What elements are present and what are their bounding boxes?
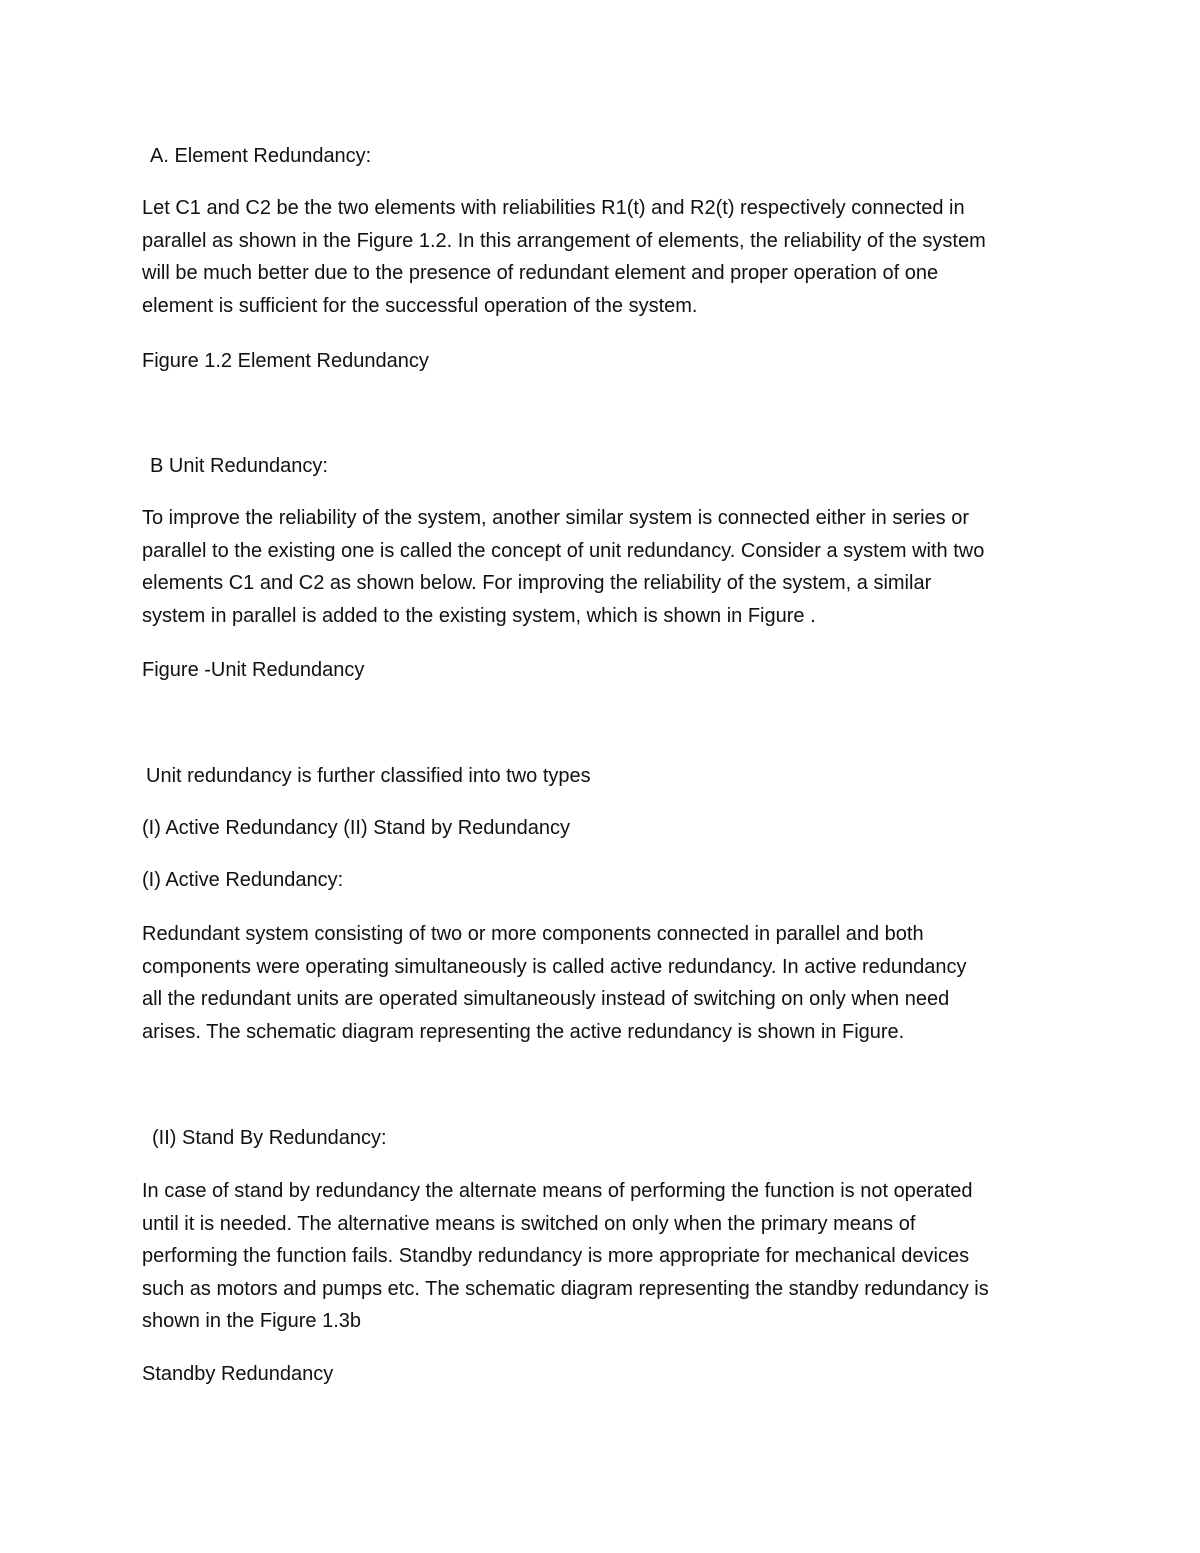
unit-types-intro: Unit redundancy is further classified into two types [146, 765, 591, 787]
paragraph-line: performing the function fails. Standby redundancy is more appropriate for mechanical devices [142, 1245, 970, 1268]
caption-figure-1-2: Figure 1.2 Element Redundancy [142, 350, 429, 372]
heading-unit-redundancy: B Unit Redundancy: [150, 455, 328, 477]
paragraph-unit-redundancy [142, 502, 1077, 632]
paragraph-line: element is sufficient for the successful operation of the system. [142, 294, 698, 317]
paragraph-line: system in parallel is added to the existing system, which is shown in Figure . [142, 604, 816, 627]
paragraph-line: shown in the Figure 1.3b [142, 1310, 362, 1333]
paragraph-line: such as motors and pumps etc. The schematic diagram representing the standby redundancy is [142, 1277, 989, 1300]
heading-active-redundancy: (I) Active Redundancy: [142, 869, 344, 891]
heading-standby-redundancy: (II) Stand By Redundancy: [152, 1127, 387, 1149]
paragraph-line: all the redundant units are operated simultaneously instead of switching on only when need [142, 988, 950, 1011]
paragraph-active-redundancy [142, 918, 1077, 1048]
paragraph-element-redundancy [142, 192, 1077, 322]
paragraph-line: will be much better due to the presence of redundant element and proper operation of one [142, 262, 939, 285]
paragraph-line: Redundant system consisting of two or more components connected in parallel and both [142, 923, 924, 945]
paragraph-line: arises. The schematic diagram representing the active redundancy is shown in Figure. [142, 1020, 905, 1043]
paragraph-line: In case of stand by redundancy the alternate means of performing the function is not operated [142, 1180, 973, 1202]
paragraph-line: until it is needed. The alternative means is switched on only when the primary means of [142, 1212, 916, 1235]
heading-element-redundancy: A. Element Redundancy: [150, 145, 372, 167]
caption-figure-unit-redundancy: Figure -Unit Redundancy [142, 659, 365, 681]
paragraph-line: parallel to the existing one is called the concept of unit redundancy. Consider a system with two [142, 539, 985, 562]
paragraph-line: To improve the reliability of the system, another similar system is connected either in series or [142, 507, 970, 529]
paragraph-line: components were operating simultaneously is called active redundancy. In active redundancy [142, 955, 967, 978]
unit-types-list: (I) Active Redundancy (II) Stand by Redundancy [142, 817, 571, 839]
paragraph-line: Let C1 and C2 be the two elements with reliabilities R1(t) and R2(t) respectively connected in [142, 197, 965, 219]
paragraph-line: parallel as shown in the Figure 1.2. In this arrangement of elements, the reliability of the system [142, 229, 986, 252]
paragraph-standby-redundancy [142, 1175, 1077, 1338]
caption-standby-redundancy: Standby Redundancy [142, 1363, 334, 1385]
paragraph-line: elements C1 and C2 as shown below. For improving the reliability of the system, a similar [142, 572, 932, 595]
